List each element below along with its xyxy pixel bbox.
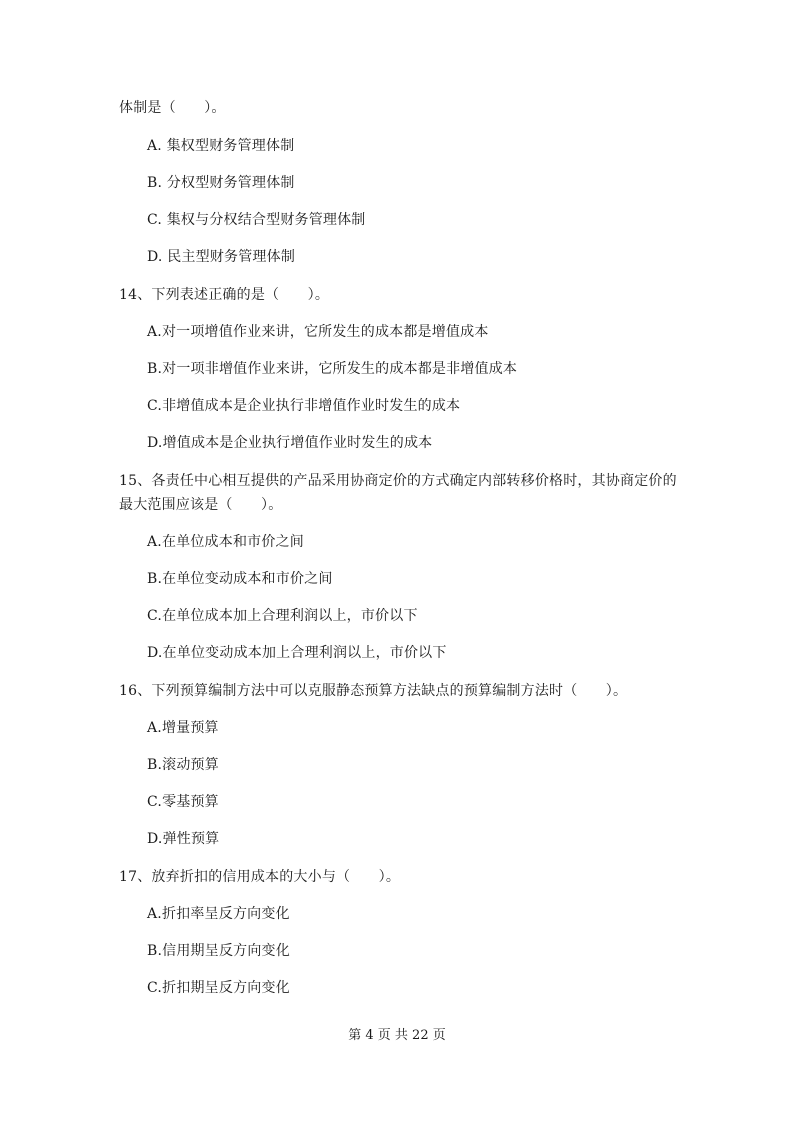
- question-14-text: 14、下列表述正确的是（ ）。: [119, 287, 330, 303]
- question-16-text: 16、下列预算编制方法中可以克服静态预算方法缺点的预算编制方法时（ ）。: [119, 683, 628, 699]
- question-17-option-a: A.折扣率呈反方向变化: [147, 906, 290, 922]
- question-17-option-b: B.信用期呈反方向变化: [147, 943, 290, 959]
- question-13-option-b: B. 分权型财务管理体制: [147, 175, 295, 191]
- question-15-text-line1: 15、各责任中心相互提供的产品采用协商定价的方式确定内部转移价格时，其协商定价的: [119, 473, 677, 489]
- question-15-text-line2: 最大范围应该是（ ）。: [119, 497, 283, 513]
- question-15-option-d: D.在单位变动成本加上合理利润以上，市价以下: [147, 645, 447, 661]
- question-14-option-c: C.非增值成本是企业执行非增值作业时发生的成本: [147, 398, 461, 414]
- question-13-continuation: 体制是（ ）。: [119, 100, 226, 116]
- question-16-option-d: D.弹性预算: [147, 831, 220, 847]
- question-14-option-d: D.增值成本是企业执行增值作业时发生的成本: [147, 435, 433, 451]
- question-13-option-a: A. 集权型财务管理体制: [147, 138, 295, 154]
- question-14-option-b: B.对一项非增值作业来讲，它所发生的成本都是非增值成本: [147, 361, 518, 377]
- question-17-option-c: C.折扣期呈反方向变化: [147, 980, 290, 996]
- question-16-option-c: C.零基预算: [147, 794, 219, 810]
- question-15-option-a: A.在单位成本和市价之间: [147, 534, 304, 550]
- question-15-option-c: C.在单位成本加上合理利润以上，市价以下: [147, 608, 418, 624]
- question-15-option-b: B.在单位变动成本和市价之间: [147, 571, 333, 587]
- question-16-option-b: B.滚动预算: [147, 757, 219, 773]
- page-footer: 第 4 页 共 22 页: [348, 1028, 446, 1043]
- question-13-option-d: D. 民主型财务管理体制: [147, 249, 296, 265]
- question-13-option-c: C. 集权与分权结合型财务管理体制: [147, 212, 366, 228]
- question-14-option-a: A.对一项增值作业来讲，它所发生的成本都是增值成本: [147, 324, 489, 340]
- question-17-text: 17、放弃折扣的信用成本的大小与（ ）。: [119, 869, 401, 885]
- question-16-option-a: A.增量预算: [147, 720, 219, 736]
